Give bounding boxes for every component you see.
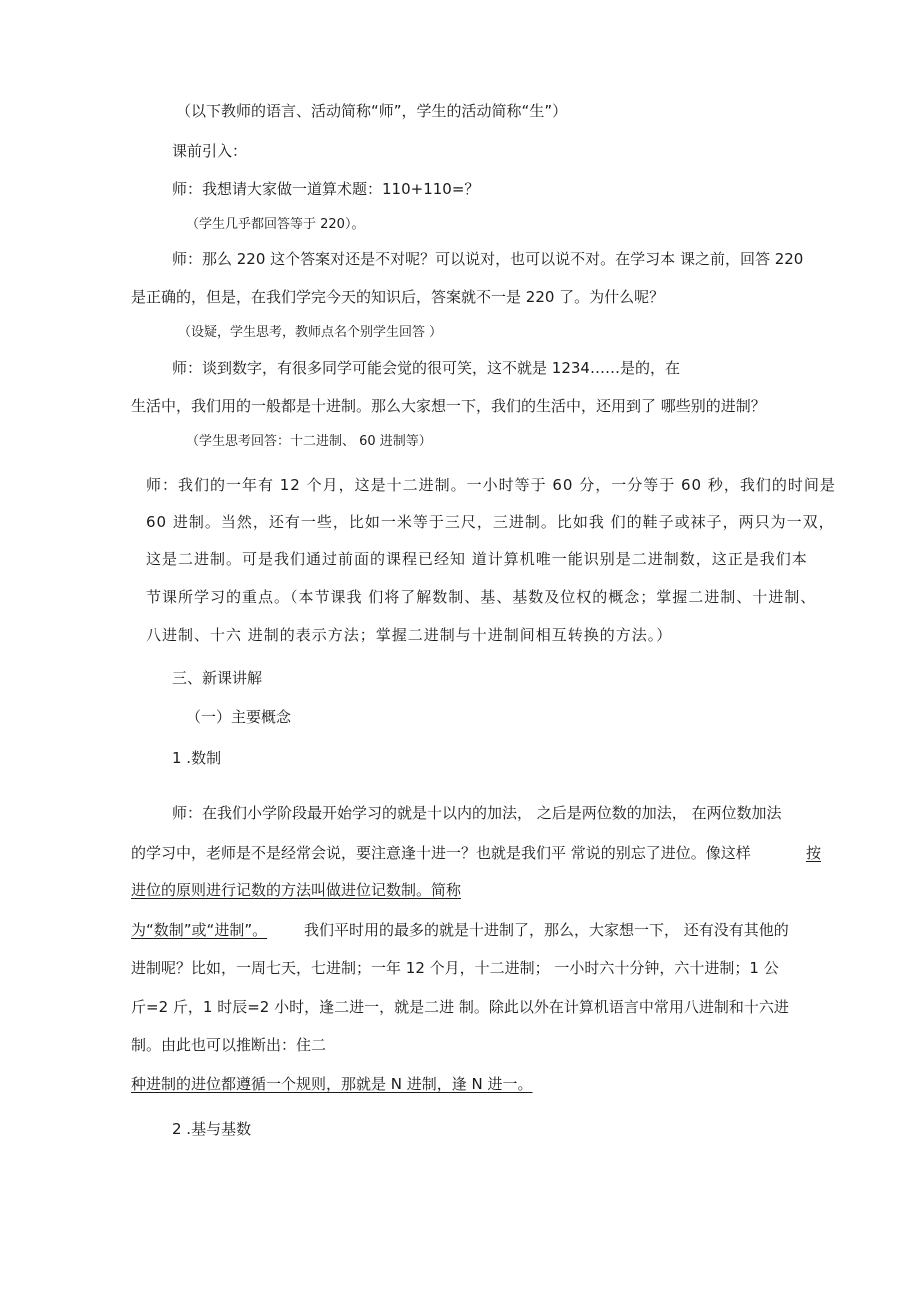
student-note: （学生几乎都回答等于 220）。 [186, 217, 365, 232]
underlined-definition: 进位的原则进行记数的方法叫做进位记数制。简称 [131, 881, 462, 899]
paragraph-line: 我们平时用的最多的就是十进制了，那么，大家想一下， 还有没有其他的 [304, 921, 789, 939]
paragraph-line: 的学习中，老师是不是经常会说，要注意逢十进一？也就是我们平 常说的别忘了进位。像这样 [131, 844, 751, 862]
paragraph-line: 八进制、十六 进制的表示方法；掌握二进制与十进制间相互转换的方法。） [146, 626, 673, 644]
paragraph-line: 师：在我们小学阶段最开始学习的就是十以内的加法， 之后是两位数的加法， 在两位数加法 [172, 804, 782, 822]
underlined-definition: 按 [806, 844, 822, 862]
paragraph-line: 师：谈到数字，有很多同学可能会觉的很可笑，这不就是 1234……是的，在 [172, 359, 680, 377]
intro-note: （以下教师的语言、活动简称“师”，学生的活动简称“生”） [176, 102, 568, 120]
student-note: （设疑，学生思考，教师点名个别学生回答 ） [178, 325, 443, 340]
paragraph-line: 师：我们的一年有 12 个月，这是十二进制。一小时等于 60 分，一分等于 60 秒，我们的时间是 [146, 476, 836, 494]
underlined-rule: 种进制的进位都遵循一个规则，那就是 N 进制，逢 N 进一。 [131, 1075, 533, 1093]
paragraph-line: 制。由此也可以推断出：住二 [131, 1036, 327, 1054]
paragraph-line: 60 进制。当然，还有一些，比如一米等于三尺，三进制。比如我 们的鞋子或袜子，两只为一双， [146, 513, 835, 531]
underlined-definition: 为“数制”或“进制”。 [131, 921, 268, 939]
teacher-line: 师：我想请大家做一道算术题：110+110=？ [172, 180, 480, 198]
section-heading-intro: 课前引入： [172, 142, 248, 160]
paragraph-line: 进制呢？比如，一周七天，七进制；一年 12 个月，十二进制； 一小时六十分钟，六十进制；1 公 [131, 959, 779, 977]
paragraph-line: 生活中，我们用的一般都是十进制。那么大家想一下，我们的生活中，还用到了 哪些别的进制？ [131, 397, 766, 415]
item-heading: 1 .数制 [172, 749, 222, 767]
student-note: （学生思考回答：十二进制、 60 进制等） [186, 434, 432, 449]
paragraph-line: 师：那么 220 这个答案对还是不对呢？可以说对，也可以说不对。在学习本 课之前，回答 220 [172, 250, 804, 268]
paragraph-line: 节课所学习的重点。（本节课我 们将了解数制、基、基数及位权的概念；掌握二进制、十进制、 [146, 588, 817, 606]
paragraph-line: 是正确的，但是，在我们学完今天的知识后，答案就不一是 220 了。为什么呢？ [131, 288, 665, 306]
paragraph-line: 斤=2 斤，1 时辰=2 小时，逢二进一，就是二进 制。除此以外在计算机语言中常用八进制和十六进 [131, 998, 789, 1016]
subsection-heading: （一）主要概念 [186, 708, 292, 726]
paragraph-line: 这是二进制。可是我们通过前面的课程已经知 道计算机唯一能识别是二进制数，这正是我们本 [146, 550, 808, 568]
item-heading: 2 .基与基数 [172, 1120, 252, 1138]
section-heading: 三、新课讲解 [172, 669, 263, 687]
